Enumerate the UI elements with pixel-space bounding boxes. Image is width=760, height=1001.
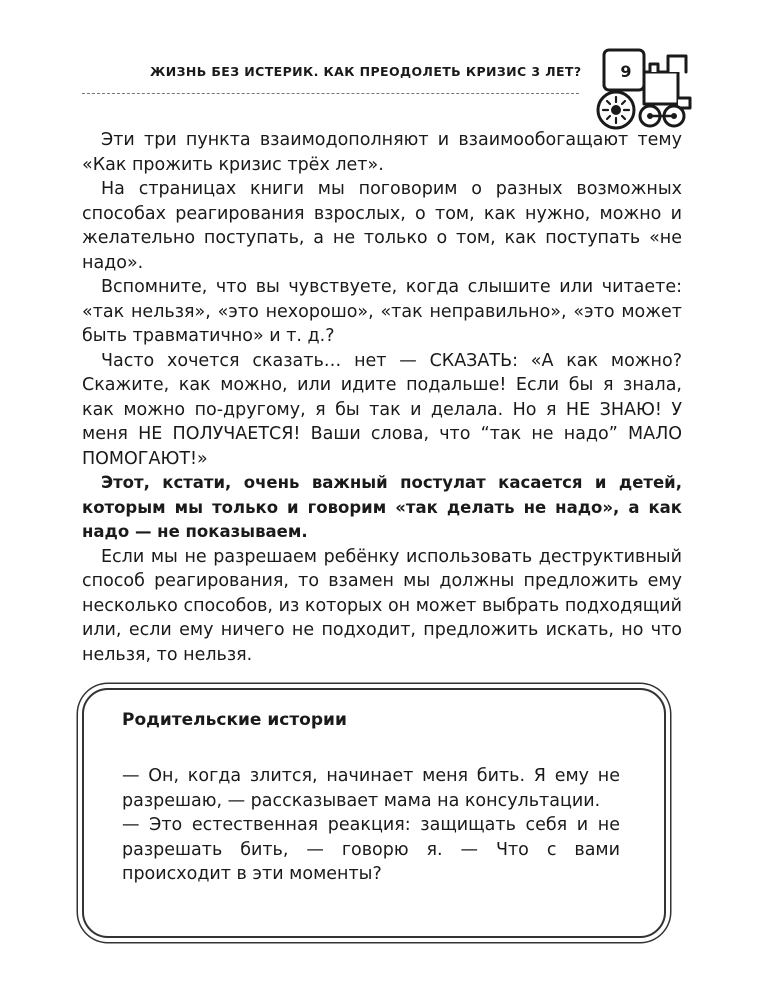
paragraph: Вспомните, что вы чувствуете, когда слышите или читаете: «так нельзя», «это нехорошо», «так неправильно», «это может быть травматично» и т. д.? — [82, 277, 682, 346]
header-divider — [82, 93, 579, 94]
box-title: Родительские истории — [122, 710, 347, 730]
paragraph: Эти три пункта взаимодополняют и взаимообогащают тему «Как прожить кризис трёх лет». — [82, 130, 682, 175]
page-number: 9 — [620, 62, 632, 81]
running-title: ЖИЗНЬ БЕЗ ИСТЕРИК. КАК ПРЕОДОЛЕТЬ КРИЗИС 3 ЛЕТ? — [150, 64, 582, 79]
box-dialogue — [122, 764, 620, 887]
body-text — [82, 128, 682, 667]
parent-stories-box — [82, 688, 666, 938]
paragraph: На страницах книги мы поговорим о разных возможных способах реагирования взрослых, о том, как нужно, можно и желательно поступать, а не только о том, как поступать «не надо». — [82, 179, 682, 273]
dialogue-line: — Это естественная реакция: защищать себя и не разрешать бить, — говорю я. — Что с вами происходит в эти моменты? — [122, 815, 620, 884]
dialogue-line: — Он, когда злится, начинает меня бить. Я ему не разрешаю, — рассказывает мама на консультации. — [122, 766, 620, 811]
paragraph: Часто хочется сказать… нет — СКАЗАТЬ: «А как можно? Скажите, как можно, или идите подальше! Если бы я знала, как можно по-другому, я бы так и делала. Но я НЕ ЗНАЮ! У меня НЕ ПОЛУЧАЕТСЯ! Ваши слова, что “так не надо” МАЛО ПОМОГАЮТ!» — [82, 350, 682, 469]
train-icon — [590, 42, 700, 134]
paragraph: Если мы не разрешаем ребёнку использовать деструктивный способ реагирования, то взамен мы должны предложить ему несколько способов, из которых он может выбрать подходящий или, если ему ничего не подходит, предложить искать, но что нельзя, то нельзя. — [82, 546, 682, 665]
key-statement-paragraph: Этот, кстати, очень важный постулат касается и детей, которым мы только и говорим «так делать не надо», а как надо — не показываем. — [82, 473, 682, 541]
